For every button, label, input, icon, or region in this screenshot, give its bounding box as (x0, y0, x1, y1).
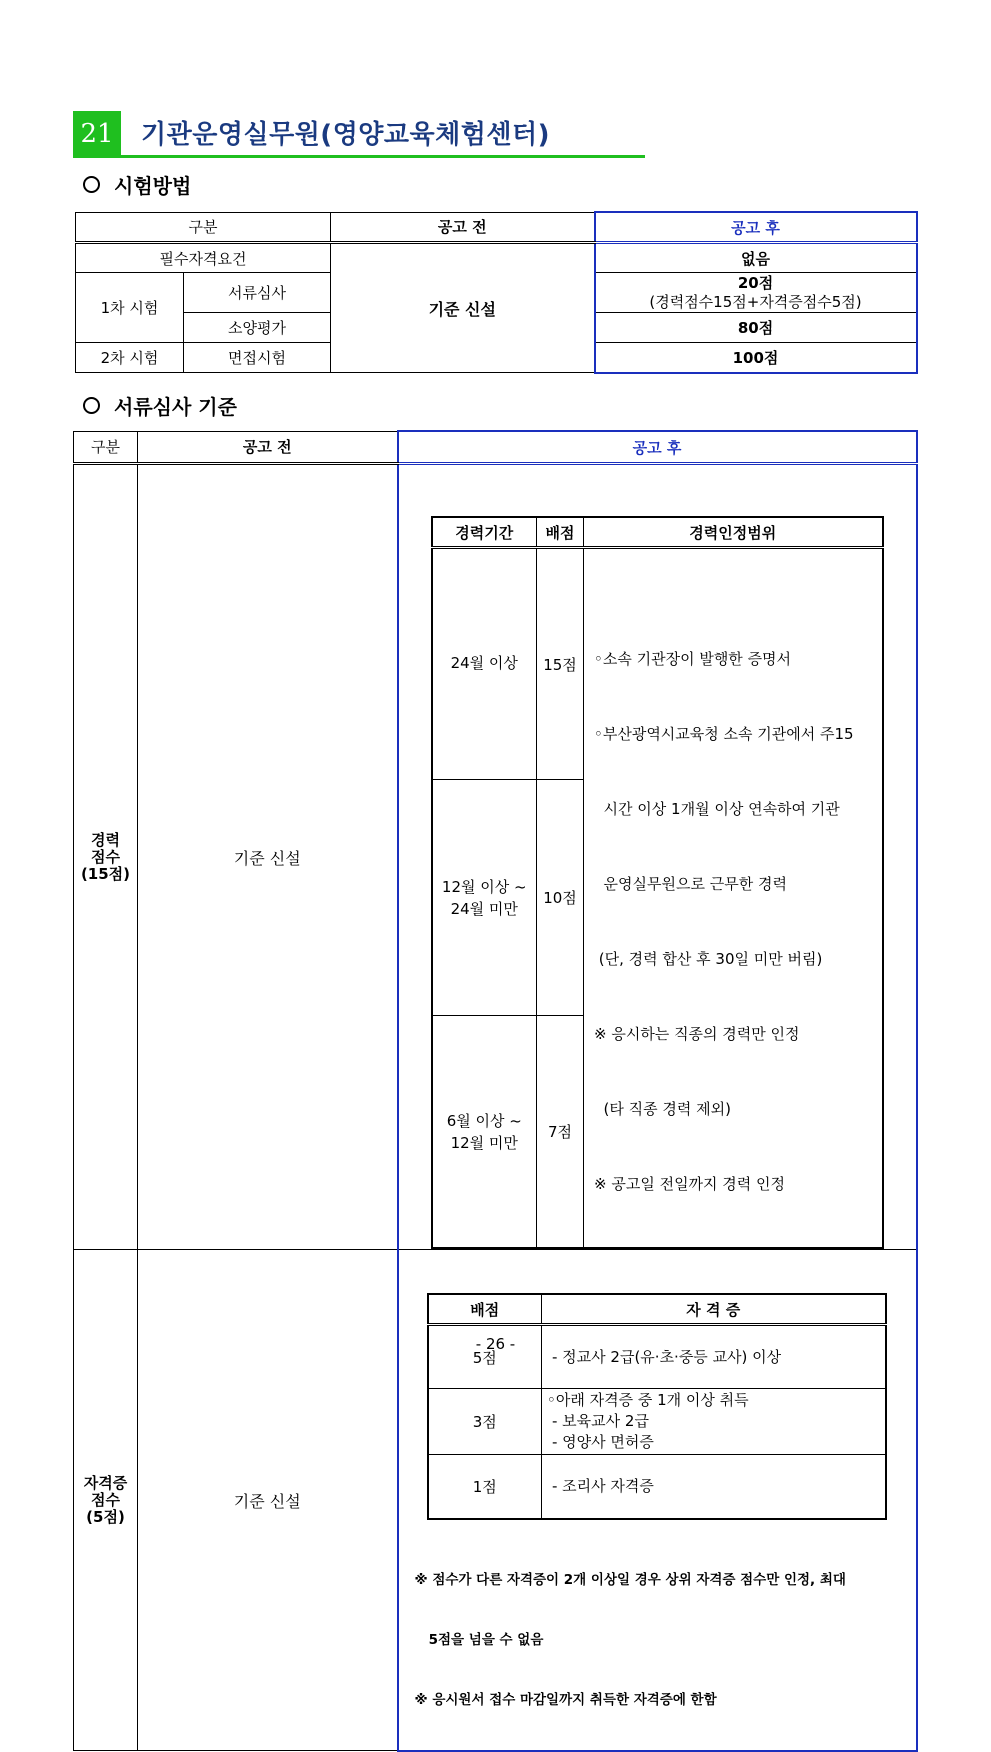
page-number: - 26 - (475, 1335, 516, 1353)
req-after: 없음 (595, 243, 917, 273)
heading-doc-criteria (83, 391, 237, 420)
cert-score-3: 1점 (428, 1455, 542, 1519)
cert-text-2: ◦아래 자격증 중 1개 이상 취득 - 보육교사 2급 - 영양사 면허증 (542, 1389, 886, 1455)
req-label: 필수자격요건 (76, 243, 331, 273)
career-table (431, 516, 884, 1249)
header-category: 구분 (74, 431, 138, 464)
doc-criteria-table (73, 430, 918, 1752)
score-2: 10점 (537, 780, 584, 1016)
cert-text-3: - 조리사 자격증 (542, 1455, 886, 1519)
period-1: 24월 이상 (432, 548, 537, 780)
heading-text: 시험방법 (114, 174, 192, 198)
cert-notes: ※ 점수가 다른 자격증이 2개 이상일 경우 상위 자격증 점수만 인정, 최대 5점을 넘을 수 없음 ※ 응시원서 접수 마감일까지 취득한 자격증에 한함 (414, 1571, 846, 1708)
cert-label: 자격증 점수 (5점) (74, 1250, 138, 1751)
section-number: 21 (73, 111, 121, 157)
doc-review-label: 서류심사 (184, 273, 331, 313)
interview-after: 100점 (595, 343, 917, 373)
col-cert: 자 격 증 (542, 1294, 886, 1325)
before-criteria: 기준 신설 (331, 243, 595, 373)
second-exam-label: 2차 시험 (76, 343, 184, 373)
cert-before: 기준 신설 (138, 1250, 398, 1751)
aptitude-label: 소양평가 (184, 313, 331, 343)
col-score: 배점 (428, 1294, 542, 1325)
heading-text: 서류심사 기준 (114, 395, 237, 419)
period-3: 6월 이상 ~ 12월 미만 (432, 1016, 537, 1248)
aptitude-after: 80점 (595, 313, 917, 343)
header-before: 공고 전 (331, 212, 595, 243)
col-range: 경력인정범위 (584, 517, 883, 548)
header-before: 공고 전 (138, 431, 398, 464)
header-after: 공고 후 (398, 431, 917, 464)
cert-score-1: 5점 (428, 1325, 542, 1389)
score-3: 7점 (537, 1016, 584, 1248)
first-exam-label: 1차 시험 (76, 273, 184, 343)
period-2: 12월 이상 ~ 24월 미만 (432, 780, 537, 1016)
col-score: 배점 (537, 517, 584, 548)
section-title: 기관운영실무원(영양교육체험센터) (141, 120, 551, 150)
section-underline (73, 155, 645, 158)
circle-bullet-icon (83, 397, 100, 414)
doc-review-after: 20점 (경력점수15점+자격증점수5점) (595, 273, 917, 313)
col-period: 경력기간 (432, 517, 537, 548)
cert-score-2: 3점 (428, 1389, 542, 1455)
cert-table (427, 1293, 887, 1520)
circle-bullet-icon (83, 176, 100, 193)
score-1: 15점 (537, 548, 584, 780)
interview-label: 면접시험 (184, 343, 331, 373)
exam-method-table (75, 211, 918, 374)
cert-text-1: - 정교사 2급(유·초·중등 교사) 이상 (542, 1325, 886, 1389)
career-before: 기준 신설 (138, 464, 398, 1250)
heading-exam-method (83, 170, 191, 199)
cert-after (398, 1250, 917, 1751)
career-label: 경력 점수 (15점) (74, 464, 138, 1250)
header-category: 구분 (76, 212, 331, 243)
header-after: 공고 후 (595, 212, 917, 243)
range-text: ◦소속 기관장이 발행한 증명서 ◦부산광역시교육청 소속 기관에서 주15 시간 이상 1개월 이상 연속하여 기관 운영실무원으로 근무한 경력 (단, 경력 합산 후 30일 미만 버림) ※ 응시하는 직종의 경력만 인정 (타 직종 경력 제외) ※ 공고일 전일까지 경력 인정 (584, 548, 883, 1249)
career-after (398, 464, 917, 1250)
